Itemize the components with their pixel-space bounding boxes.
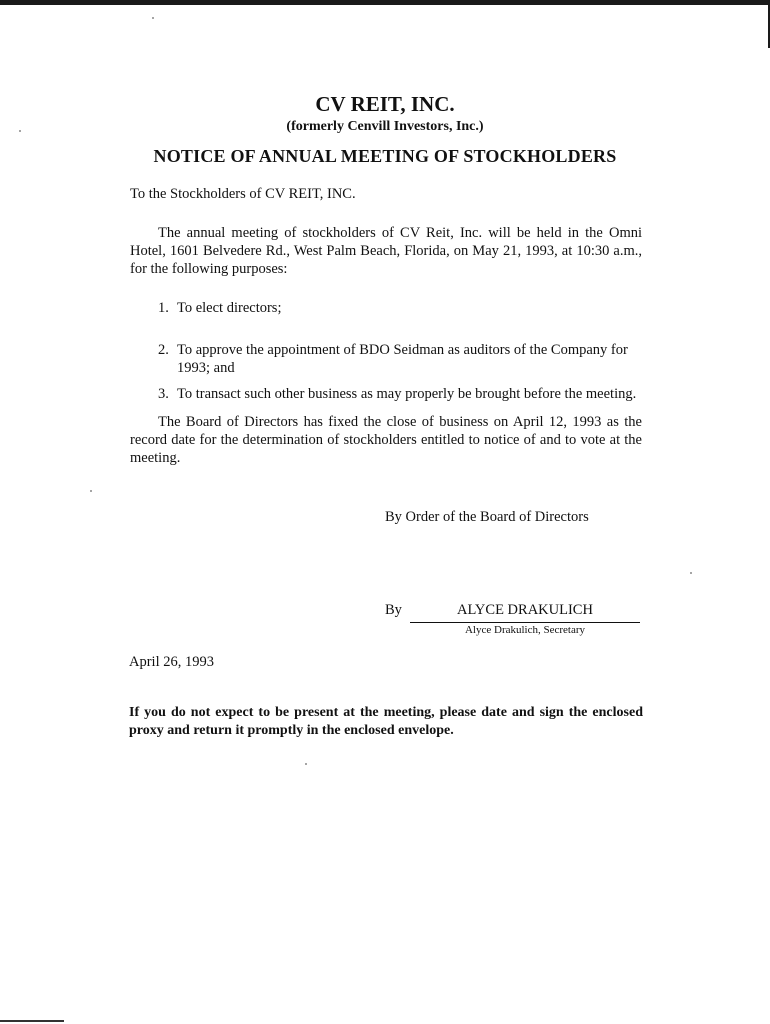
- purpose-number: 3.: [158, 386, 169, 402]
- scan-speck: [305, 763, 307, 765]
- purpose-text: To approve the appointment of BDO Seidman as auditors of the Company for: [177, 342, 628, 358]
- purpose-number: 2.: [158, 342, 169, 358]
- company-former-name: (formerly Cenvill Investors, Inc.): [286, 119, 484, 134]
- closing-note: If you do not expect to be present at the meeting, please date and sign the enclosed proxy and return it promptly in the enclosed envelope.: [129, 705, 643, 738]
- notice-title: NOTICE OF ANNUAL MEETING OF STOCKHOLDERS: [153, 146, 617, 166]
- scan-border-top: [0, 0, 770, 5]
- signature-line: [410, 622, 640, 623]
- purpose-text-continued: 1993; and: [177, 360, 235, 376]
- purpose-text: To transact such other business as may properly be brought before the meeting.: [177, 386, 637, 402]
- scan-speck: [152, 17, 154, 19]
- salutation: To the Stockholders of CV REIT, INC.: [130, 186, 356, 202]
- purpose-item: [158, 385, 636, 403]
- record-date-paragraph: The Board of Directors has fixed the close of business on April 12, 1993 as the record date for the determination of stockholders entitled to notice of and to vote at the meeting.: [130, 414, 642, 466]
- intro-paragraph: The annual meeting of stockholders of CV Reit, Inc. will be held in the Omni Hotel, 1601 Belvedere Rd., West Palm Beach, Florida, on May 21, 1993, at 10:30 a.m., for the following purposes:: [130, 225, 642, 277]
- scan-mark-bottom: [0, 1020, 64, 1022]
- purpose-number: 1.: [158, 300, 169, 316]
- signatory-title: Alyce Drakulich, Secretary: [464, 624, 586, 636]
- purpose-item: [158, 299, 281, 317]
- purpose-text: To elect directors;: [177, 300, 282, 316]
- notice-date: April 26, 1993: [129, 654, 214, 670]
- signatory-name: ALYCE DRAKULICH: [457, 602, 593, 618]
- scan-speck: [690, 572, 692, 574]
- scan-speck: [90, 490, 92, 492]
- order-line: By Order of the Board of Directors: [385, 509, 589, 525]
- by-label: By: [385, 602, 402, 618]
- company-name: CV REIT, INC.: [315, 92, 455, 116]
- purpose-item: [158, 341, 642, 377]
